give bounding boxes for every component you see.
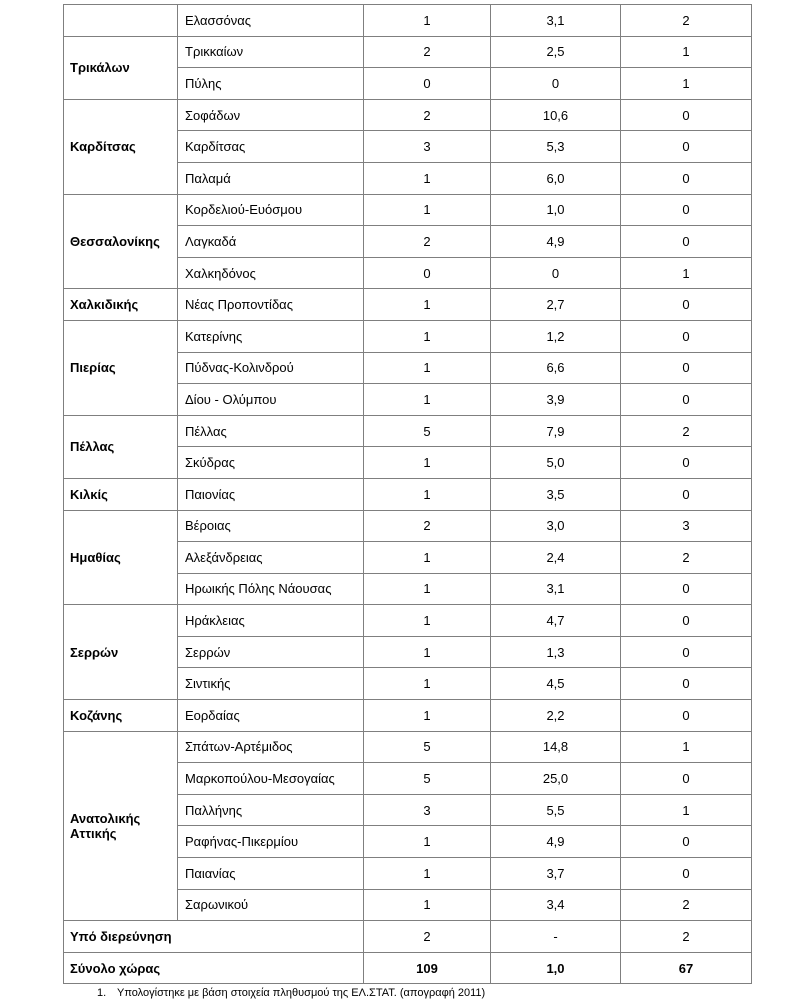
table-row xyxy=(64,731,752,763)
municipality-cell: Ηράκλειας xyxy=(178,605,364,637)
summary-other: 2 xyxy=(621,921,752,953)
other-cell: 2 xyxy=(621,889,752,921)
region-cell: Θεσσαλονίκης xyxy=(64,194,178,289)
cases-cell: 3 xyxy=(364,131,491,163)
cases-cell: 1 xyxy=(364,889,491,921)
cases-cell: 5 xyxy=(364,731,491,763)
rate-cell: 7,9 xyxy=(491,415,621,447)
other-cell: 1 xyxy=(621,794,752,826)
other-cell: 0 xyxy=(621,289,752,321)
rate-cell: 3,0 xyxy=(491,510,621,542)
other-cell: 0 xyxy=(621,226,752,258)
table-row xyxy=(64,5,752,37)
cases-cell: 1 xyxy=(364,573,491,605)
region-cell: Ημαθίας xyxy=(64,510,178,605)
municipality-cell: Παλαμά xyxy=(178,162,364,194)
region-cell: Κιλκίς xyxy=(64,478,178,510)
cases-cell: 1 xyxy=(364,352,491,384)
rate-cell: 6,0 xyxy=(491,162,621,194)
municipality-cell: Καρδίτσας xyxy=(178,131,364,163)
rate-cell: 3,1 xyxy=(491,573,621,605)
table-row xyxy=(64,510,752,542)
other-cell: 0 xyxy=(621,605,752,637)
cases-cell: 1 xyxy=(364,700,491,732)
cases-cell: 1 xyxy=(364,194,491,226)
rate-cell: 2,2 xyxy=(491,700,621,732)
other-cell: 0 xyxy=(621,320,752,352)
rate-cell: 2,7 xyxy=(491,289,621,321)
other-cell: 0 xyxy=(621,99,752,131)
municipality-cell: Τρικκαίων xyxy=(178,36,364,68)
rate-cell: 10,6 xyxy=(491,99,621,131)
cases-cell: 2 xyxy=(364,99,491,131)
table-row xyxy=(64,36,752,68)
other-cell: 1 xyxy=(621,68,752,100)
municipality-cell: Παιονίας xyxy=(178,478,364,510)
summary-label: Σύνολο χώρας xyxy=(64,952,364,984)
municipality-cell: Σπάτων-Αρτέμιδος xyxy=(178,731,364,763)
rate-cell: 14,8 xyxy=(491,731,621,763)
other-cell: 0 xyxy=(621,763,752,795)
rate-cell: 25,0 xyxy=(491,763,621,795)
summary-rate: 1,0 xyxy=(491,952,621,984)
summary-cases: 2 xyxy=(364,921,491,953)
footnote xyxy=(97,987,485,999)
other-cell: 0 xyxy=(621,826,752,858)
rate-cell: 3,1 xyxy=(491,5,621,37)
table-row xyxy=(64,99,752,131)
cases-table xyxy=(63,4,752,984)
other-cell: 0 xyxy=(621,858,752,890)
rate-cell: 4,5 xyxy=(491,668,621,700)
other-cell: 3 xyxy=(621,510,752,542)
other-cell: 0 xyxy=(621,194,752,226)
table-body xyxy=(64,5,752,984)
region-cell: Κοζάνης xyxy=(64,700,178,732)
cases-cell: 1 xyxy=(364,668,491,700)
rate-cell: 3,9 xyxy=(491,384,621,416)
municipality-cell: Κατερίνης xyxy=(178,320,364,352)
summary-other: 67 xyxy=(621,952,752,984)
rate-cell: 1,0 xyxy=(491,194,621,226)
other-cell: 2 xyxy=(621,415,752,447)
summary-label: Υπό διερεύνηση xyxy=(64,921,364,953)
summary-row xyxy=(64,921,752,953)
other-cell: 0 xyxy=(621,573,752,605)
other-cell: 2 xyxy=(621,542,752,574)
other-cell: 0 xyxy=(621,131,752,163)
other-cell: 0 xyxy=(621,447,752,479)
other-cell: 0 xyxy=(621,162,752,194)
other-cell: 0 xyxy=(621,352,752,384)
municipality-cell: Λαγκαδά xyxy=(178,226,364,258)
cases-cell: 2 xyxy=(364,36,491,68)
municipality-cell: Σιντικής xyxy=(178,668,364,700)
municipality-cell: Χαλκηδόνος xyxy=(178,257,364,289)
rate-cell: 3,7 xyxy=(491,858,621,890)
region-cell xyxy=(64,5,178,37)
footnote-text: Υπολογίστηκε με βάση στοιχεία πληθυσμού της ΕΛ.ΣΤΑΤ. (απογραφή 2011) xyxy=(117,987,486,999)
rate-cell: 1,3 xyxy=(491,636,621,668)
municipality-cell: Εορδαίας xyxy=(178,700,364,732)
municipality-cell: Βέροιας xyxy=(178,510,364,542)
cases-cell: 1 xyxy=(364,858,491,890)
region-cell: Ανατολικής Αττικής xyxy=(64,731,178,921)
rate-cell: 0 xyxy=(491,257,621,289)
municipality-cell: Πέλλας xyxy=(178,415,364,447)
rate-cell: 2,5 xyxy=(491,36,621,68)
other-cell: 1 xyxy=(621,257,752,289)
rate-cell: 4,7 xyxy=(491,605,621,637)
rate-cell: 6,6 xyxy=(491,352,621,384)
region-cell: Πέλλας xyxy=(64,415,178,478)
table-row xyxy=(64,320,752,352)
cases-cell: 1 xyxy=(364,542,491,574)
municipality-cell: Ηρωικής Πόλης Νάουσας xyxy=(178,573,364,605)
rate-cell: 2,4 xyxy=(491,542,621,574)
rate-cell: 3,4 xyxy=(491,889,621,921)
municipality-cell: Παιανίας xyxy=(178,858,364,890)
other-cell: 0 xyxy=(621,636,752,668)
rate-cell: 4,9 xyxy=(491,826,621,858)
rate-cell: 0 xyxy=(491,68,621,100)
municipality-cell: Παλλήνης xyxy=(178,794,364,826)
cases-cell: 5 xyxy=(364,763,491,795)
municipality-cell: Σκύδρας xyxy=(178,447,364,479)
cases-cell: 1 xyxy=(364,162,491,194)
other-cell: 1 xyxy=(621,36,752,68)
rate-cell: 5,5 xyxy=(491,794,621,826)
other-cell: 0 xyxy=(621,668,752,700)
table-row xyxy=(64,605,752,637)
rate-cell: 5,3 xyxy=(491,131,621,163)
region-cell: Πιερίας xyxy=(64,320,178,415)
region-cell: Τρικάλων xyxy=(64,36,178,99)
municipality-cell: Νέας Προποντίδας xyxy=(178,289,364,321)
table-row xyxy=(64,289,752,321)
summary-row xyxy=(64,952,752,984)
cases-cell: 1 xyxy=(364,478,491,510)
summary-rate: - xyxy=(491,921,621,953)
cases-cell: 1 xyxy=(364,5,491,37)
cases-cell: 1 xyxy=(364,289,491,321)
cases-cell: 1 xyxy=(364,605,491,637)
region-cell: Καρδίτσας xyxy=(64,99,178,194)
rate-cell: 1,2 xyxy=(491,320,621,352)
cases-cell: 1 xyxy=(364,636,491,668)
municipality-cell: Σοφάδων xyxy=(178,99,364,131)
other-cell: 0 xyxy=(621,700,752,732)
municipality-cell: Ραφήνας-Πικερμίου xyxy=(178,826,364,858)
cases-cell: 2 xyxy=(364,226,491,258)
footnote-number: 1. xyxy=(97,987,107,999)
cases-cell: 1 xyxy=(364,320,491,352)
region-cell: Χαλκιδικής xyxy=(64,289,178,321)
cases-cell: 1 xyxy=(364,826,491,858)
municipality-cell: Πύλης xyxy=(178,68,364,100)
table-row xyxy=(64,700,752,732)
municipality-cell: Μαρκοπούλου-Μεσογαίας xyxy=(178,763,364,795)
cases-cell: 3 xyxy=(364,794,491,826)
other-cell: 0 xyxy=(621,478,752,510)
cases-cell: 5 xyxy=(364,415,491,447)
table-row xyxy=(64,194,752,226)
municipality-cell: Ελασσόνας xyxy=(178,5,364,37)
other-cell: 0 xyxy=(621,384,752,416)
cases-cell: 0 xyxy=(364,68,491,100)
region-cell: Σερρών xyxy=(64,605,178,700)
municipality-cell: Σερρών xyxy=(178,636,364,668)
municipality-cell: Σαρωνικού xyxy=(178,889,364,921)
rate-cell: 3,5 xyxy=(491,478,621,510)
cases-cell: 0 xyxy=(364,257,491,289)
other-cell: 1 xyxy=(621,731,752,763)
municipality-cell: Αλεξάνδρειας xyxy=(178,542,364,574)
summary-cases: 109 xyxy=(364,952,491,984)
municipality-cell: Κορδελιού-Ευόσμου xyxy=(178,194,364,226)
cases-cell: 1 xyxy=(364,384,491,416)
rate-cell: 5,0 xyxy=(491,447,621,479)
table-row xyxy=(64,415,752,447)
municipality-cell: Πύδνας-Κολινδρού xyxy=(178,352,364,384)
rate-cell: 4,9 xyxy=(491,226,621,258)
table-row xyxy=(64,478,752,510)
municipality-cell: Δίου - Ολύμπου xyxy=(178,384,364,416)
cases-cell: 1 xyxy=(364,447,491,479)
cases-cell: 2 xyxy=(364,510,491,542)
other-cell: 2 xyxy=(621,5,752,37)
